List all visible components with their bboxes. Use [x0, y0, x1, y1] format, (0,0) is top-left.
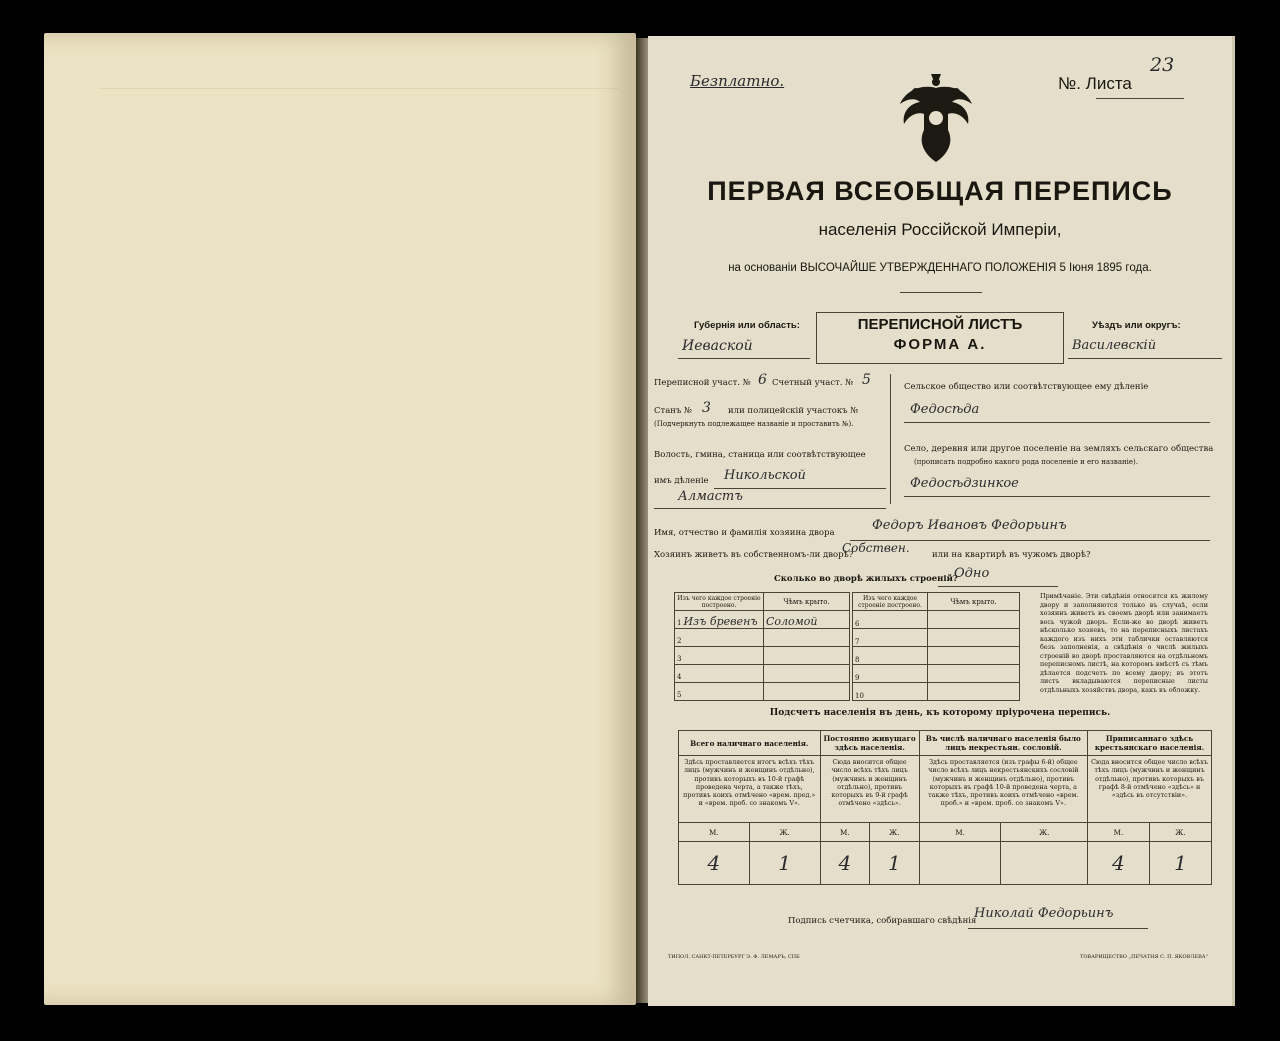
free-label: Безплатно. — [690, 72, 785, 90]
buildings-value: Одно — [954, 566, 990, 581]
building-row-number: 2 — [677, 637, 682, 645]
population-col-head: Приписаннаго здѣсь крестьянскаго населенія. — [1088, 731, 1212, 756]
society-value: Федосѣда — [910, 402, 980, 417]
sheet-number-label: №. Листа — [1058, 74, 1132, 93]
building-row-number: 5 — [677, 691, 682, 699]
volost-label-2: имъ дѣленіе — [654, 476, 709, 486]
sheet-number-value: 23 — [1150, 54, 1175, 76]
society-label: Сельское общество или соотвѣтствующее ему дѣленіе — [904, 382, 1149, 392]
building-row — [675, 611, 850, 629]
owner-lives-value: Собствен. — [842, 541, 910, 555]
form-name: ПЕРЕПИСНОЙ ЛИСТЪ — [857, 316, 1023, 333]
col-roof-header: Чѣмъ крыто. — [928, 593, 1020, 611]
building-row — [853, 611, 1020, 629]
buildings-note: Примѣчаніе. Эти свѣдѣнія относятся къ жилому двору и заполняются только въ случаѣ, если хозяинъ живетъ въ своемъ дворѣ или занимаетъ весь чужой дворъ. Если-же во дворѣ живетъ нѣсколько хозяевъ, то на переписныхъ листахъ каждого изъ нихъ эти таблички оставляются безъ заполненія, а свѣдѣнія о числѣ жилыхъ строеній во дворѣ проставляются на отдѣльномъ переписномъ листѣ, на которомъ вмѣстѣ съ тѣмъ дѣлается подсчетъ по всему двору; въ этотъ листъ вкладываются переписные листы отдѣльныхъ хозяйствъ двора, какъ въ обложку. — [1040, 592, 1208, 694]
owner-name-value: Федоръ Ивановъ Федорьинъ — [872, 518, 1067, 533]
population-col-desc: Здѣсь проставляется (изъ графы 6-й) общее число всѣхъ лицъ некрестьянскихъ сословій (мужчинъ и женщинъ отдѣльно), противъ которыхъ въ графѣ 10-й проведена черта, а также тѣхъ, противъ коихъ отмѣчено «врем. проб.» и «врем. проб. со знакомъ V». — [919, 756, 1087, 823]
female-count: 1 — [749, 842, 820, 885]
male-label: М. — [1088, 823, 1150, 842]
uezd-label: Уѣздъ или округъ: — [1092, 320, 1181, 331]
female-label: Ж. — [870, 823, 920, 842]
male-count: 4 — [679, 842, 750, 885]
col-material-header: Изъ чего каждое строеніе построено. — [853, 593, 928, 611]
female-count: 1 — [870, 842, 920, 885]
bleed-through — [99, 88, 619, 989]
building-row-number: 3 — [677, 655, 682, 663]
female-label: Ж. — [1001, 823, 1088, 842]
double-headed-eagle-emblem — [894, 70, 978, 166]
signature-value: Николай Федорьинъ — [974, 906, 1114, 921]
schetny-value: 5 — [862, 372, 871, 388]
male-count: 4 — [820, 842, 870, 885]
building-row-number: 7 — [855, 638, 860, 646]
form-letter: ФОРМА А. — [893, 336, 987, 353]
building-row-number: 10 — [855, 692, 864, 700]
stan-value: 3 — [702, 400, 711, 416]
population-col-desc: Здѣсь проставляется итогъ всѣхъ тѣхъ лицъ (мужчинъ и женщинъ отдѣльно), противъ которыхъ въ 10-й графѣ проведена черта, а также тѣхъ, противъ коихъ отмѣчено «врем. пред.» и «врем. проб. со знакомъ V». — [679, 756, 821, 823]
population-col-desc: Сюда вносится общее число всѣхъ тѣхъ лицъ (мужчинъ и женщинъ отдѣльно), противъ которыхъ въ графѣ 8-й отмѣчено «здѣсь» и «здѣсь въ отсутствіи». — [1088, 756, 1212, 823]
building-row-number: 1 — [677, 619, 682, 627]
printer-right: ТОВАРИЩЕСТВО „ПЕЧАТНЯ С. П. ЯКОВЛЕВА“ — [1080, 954, 1209, 960]
census-form-page — [648, 36, 1235, 1006]
female-label: Ж. — [1149, 823, 1211, 842]
building-roof: Соломой — [766, 615, 818, 628]
volost-value: Никольской — [724, 468, 806, 483]
legal-basis: на основаніи ВЫСОЧАЙШЕ УТВЕРЖДЕННАГО ПОЛОЖЕНІЯ 5 Іюня 1895 года. — [728, 262, 1152, 274]
female-count: 1 — [1149, 842, 1211, 885]
schetny-label: Счетный участ. № — [772, 378, 854, 388]
book-gutter — [636, 38, 648, 1003]
population-col-head: Въ числѣ наличнаго населенія было лицъ некрестьян. сословій. — [919, 731, 1087, 756]
male-count: 4 — [1088, 842, 1150, 885]
village-label: Село, деревня или другое поселеніе на земляхъ сельскаго общества — [904, 444, 1214, 454]
buildings-table-left — [674, 592, 850, 701]
building-row — [675, 629, 850, 647]
stan-note: (Подчеркнуть подлежащее названіе и проставить №). — [654, 420, 854, 428]
population-row — [679, 823, 1212, 842]
building-material: Изъ бревенъ — [683, 615, 758, 628]
guberniya-value: Иеваской — [682, 338, 753, 354]
owner-name-label: Имя, отчество и фамилія хозяина двора — [654, 528, 835, 538]
male-count — [919, 842, 1001, 885]
buildings-table-right — [852, 592, 1020, 701]
population-title: Подсчетъ населенія въ день, къ которому пріурочена перепись. — [769, 708, 1111, 718]
female-count — [1001, 842, 1088, 885]
signature-label: Подпись счетчика, собиравшаго свѣдѣнія — [788, 916, 977, 926]
male-label: М. — [820, 823, 870, 842]
population-row — [679, 842, 1212, 885]
census-subtitle: населенія Россійской Имперіи, — [818, 220, 1062, 239]
population-col-desc: Сюда вносится общее число всѣхъ тѣхъ лицъ (мужчинъ и женщинъ отдѣльно), противъ которыхъ въ 9-й графѣ отмѣчено «здѣсь». — [820, 756, 919, 823]
guberniya-label: Губернія или область: — [694, 320, 800, 331]
uchastok-label: Переписной участ. № — [654, 378, 751, 388]
male-label: М. — [919, 823, 1001, 842]
building-row-number: 9 — [855, 674, 860, 682]
buildings-label: Сколько во дворѣ жилыхъ строеній? — [774, 574, 958, 584]
building-row — [853, 647, 1020, 665]
building-row-number: 8 — [855, 656, 860, 664]
uezd-value: Василевскій — [1072, 338, 1157, 353]
building-row — [853, 629, 1020, 647]
male-label: М. — [679, 823, 750, 842]
printer-left: ТИПОЛ. САНКТ-ПЕТЕРБУРГ Э. Ф. ЛЕМАРЪ, СПБ — [668, 954, 800, 960]
volost-label: Волость, гмина, станица или соотвѣтствующее — [654, 450, 866, 460]
police-label: или полицейскій участокъ № — [728, 406, 859, 416]
building-row — [853, 665, 1020, 683]
owner-lives-label: Хозяинъ живетъ въ собственномъ-ли дворѣ? — [654, 550, 854, 560]
building-row — [675, 665, 850, 683]
col-roof-header: Чѣмъ крыто. — [764, 593, 850, 611]
building-row — [853, 683, 1020, 701]
population-col-head: Постоянно живущаго здѣсь населенія. — [820, 731, 919, 756]
volost-value-2: Алмастъ — [678, 489, 743, 504]
population-col-head: Всего наличнаго населенія. — [679, 731, 821, 756]
building-row-number: 4 — [677, 673, 682, 681]
building-row — [675, 647, 850, 665]
census-title: ПЕРВАЯ ВСЕОБЩАЯ ПЕРЕПИСЬ — [707, 176, 1173, 206]
population-row — [679, 731, 1212, 756]
building-row-number: 6 — [855, 620, 860, 628]
left-blank-page — [44, 33, 636, 1005]
population-row — [679, 756, 1212, 823]
uchastok-value: 6 — [758, 372, 767, 388]
ornament-divider — [900, 292, 982, 293]
village-value: Федосѣдзинкое — [910, 476, 1019, 491]
village-note: (прописать подробно какого рода поселеніе и его названіе). — [914, 458, 1138, 466]
population-table — [678, 730, 1212, 885]
col-material-header: Изъ чего каждое строеніе построено. — [675, 593, 764, 611]
apartment-label: или на квартирѣ въ чужомъ дворѣ? — [932, 550, 1091, 560]
female-label: Ж. — [749, 823, 820, 842]
building-row — [675, 683, 850, 701]
stan-label: Станъ № — [654, 406, 693, 416]
